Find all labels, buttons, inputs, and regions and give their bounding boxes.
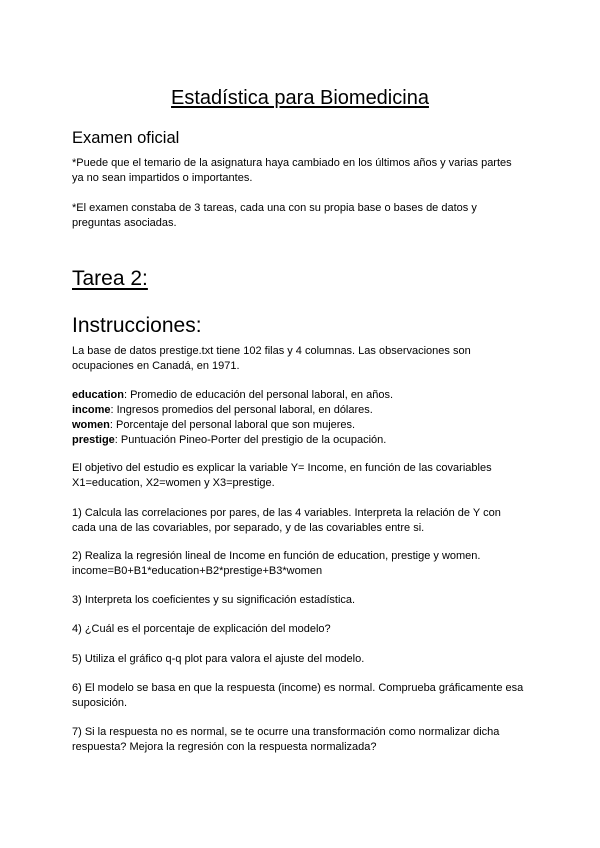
question-line: 7) Si la respuesta no es normal, se te ocurre una transformación como normalizar dicha bbox=[72, 726, 500, 738]
question-1 bbox=[72, 506, 542, 536]
question-line: cada una de las covariables, por separado, y de las covariables entre si. bbox=[72, 522, 425, 534]
question-line: income=B0+B1*education+B2*prestige+B3*women bbox=[72, 565, 323, 577]
variable-item bbox=[72, 433, 542, 448]
note-line: *Puede que el temario de la asignatura haya cambiado en los últimos años y varias partes bbox=[72, 157, 512, 169]
question-line: 3) Interpreta los coeficientes y su significación estadística. bbox=[72, 594, 356, 606]
note-line: preguntas asociadas. bbox=[72, 217, 177, 229]
intro-line: ocupaciones en Canadá, en 1971. bbox=[72, 360, 240, 372]
variable-desc: : Porcentaje del personal laboral que son mujeres. bbox=[109, 419, 356, 431]
variable-name: income bbox=[72, 404, 111, 416]
instructions-heading: Instrucciones: bbox=[72, 314, 202, 337]
objective-line: El objetivo del estudio es explicar la variable Y= Income, en función de las covariables bbox=[72, 462, 492, 474]
intro-line: La base de datos prestige.txt tiene 102 filas y 4 columnas. Las observaciones son bbox=[72, 345, 471, 357]
note-line: *El examen constaba de 3 tareas, cada una con su propia base o bases de datos y bbox=[72, 202, 477, 214]
question-7 bbox=[72, 725, 542, 755]
variable-name: prestige bbox=[72, 434, 115, 446]
note-exam bbox=[72, 201, 542, 231]
document-title: Estadística para Biomedicina bbox=[171, 87, 429, 109]
question-line: 5) Utiliza el gráfico q-q plot para valora el ajuste del modelo. bbox=[72, 653, 365, 665]
task-heading: Tarea 2: bbox=[72, 267, 148, 290]
variable-name: women bbox=[72, 419, 110, 431]
question-line: suposición. bbox=[72, 697, 128, 709]
objective-line: X1=education, X2=women y X3=prestige. bbox=[72, 477, 275, 489]
variable-desc: : Puntuación Pineo-Porter del prestigio de la ocupación. bbox=[114, 434, 387, 446]
variable-list bbox=[72, 388, 542, 448]
document-subtitle: Examen oficial bbox=[72, 129, 180, 147]
variable-item bbox=[72, 418, 542, 433]
variable-desc: : Promedio de educación del personal laboral, en años. bbox=[123, 389, 394, 401]
question-6 bbox=[72, 681, 542, 711]
intro-paragraph bbox=[72, 344, 542, 374]
variable-item bbox=[72, 403, 542, 418]
objective-paragraph bbox=[72, 461, 542, 491]
question-line: 2) Realiza la regresión lineal de Income en función de education, prestige y women. bbox=[72, 550, 481, 562]
question-2 bbox=[72, 549, 542, 579]
question-line: 1) Calcula las correlaciones por pares, de las 4 variables. Interpreta la relación de Y con bbox=[72, 507, 501, 519]
question-line: respuesta? Mejora la regresión con la respuesta normalizada? bbox=[72, 741, 377, 753]
note-line: ya no sean impartidos o importantes. bbox=[72, 172, 253, 184]
variable-item bbox=[72, 388, 542, 403]
question-5 bbox=[72, 652, 542, 667]
question-3 bbox=[72, 593, 542, 608]
question-line: 4) ¿Cuál es el porcentaje de explicación del modelo? bbox=[72, 623, 331, 635]
variable-desc: : Ingresos promedios del personal laboral, en dólares. bbox=[110, 404, 373, 416]
question-4 bbox=[72, 622, 542, 637]
variable-name: education bbox=[72, 389, 124, 401]
question-line: 6) El modelo se basa en que la respuesta (income) es normal. Comprueba gráficamente esa bbox=[72, 682, 524, 694]
note-syllabus bbox=[72, 156, 542, 186]
